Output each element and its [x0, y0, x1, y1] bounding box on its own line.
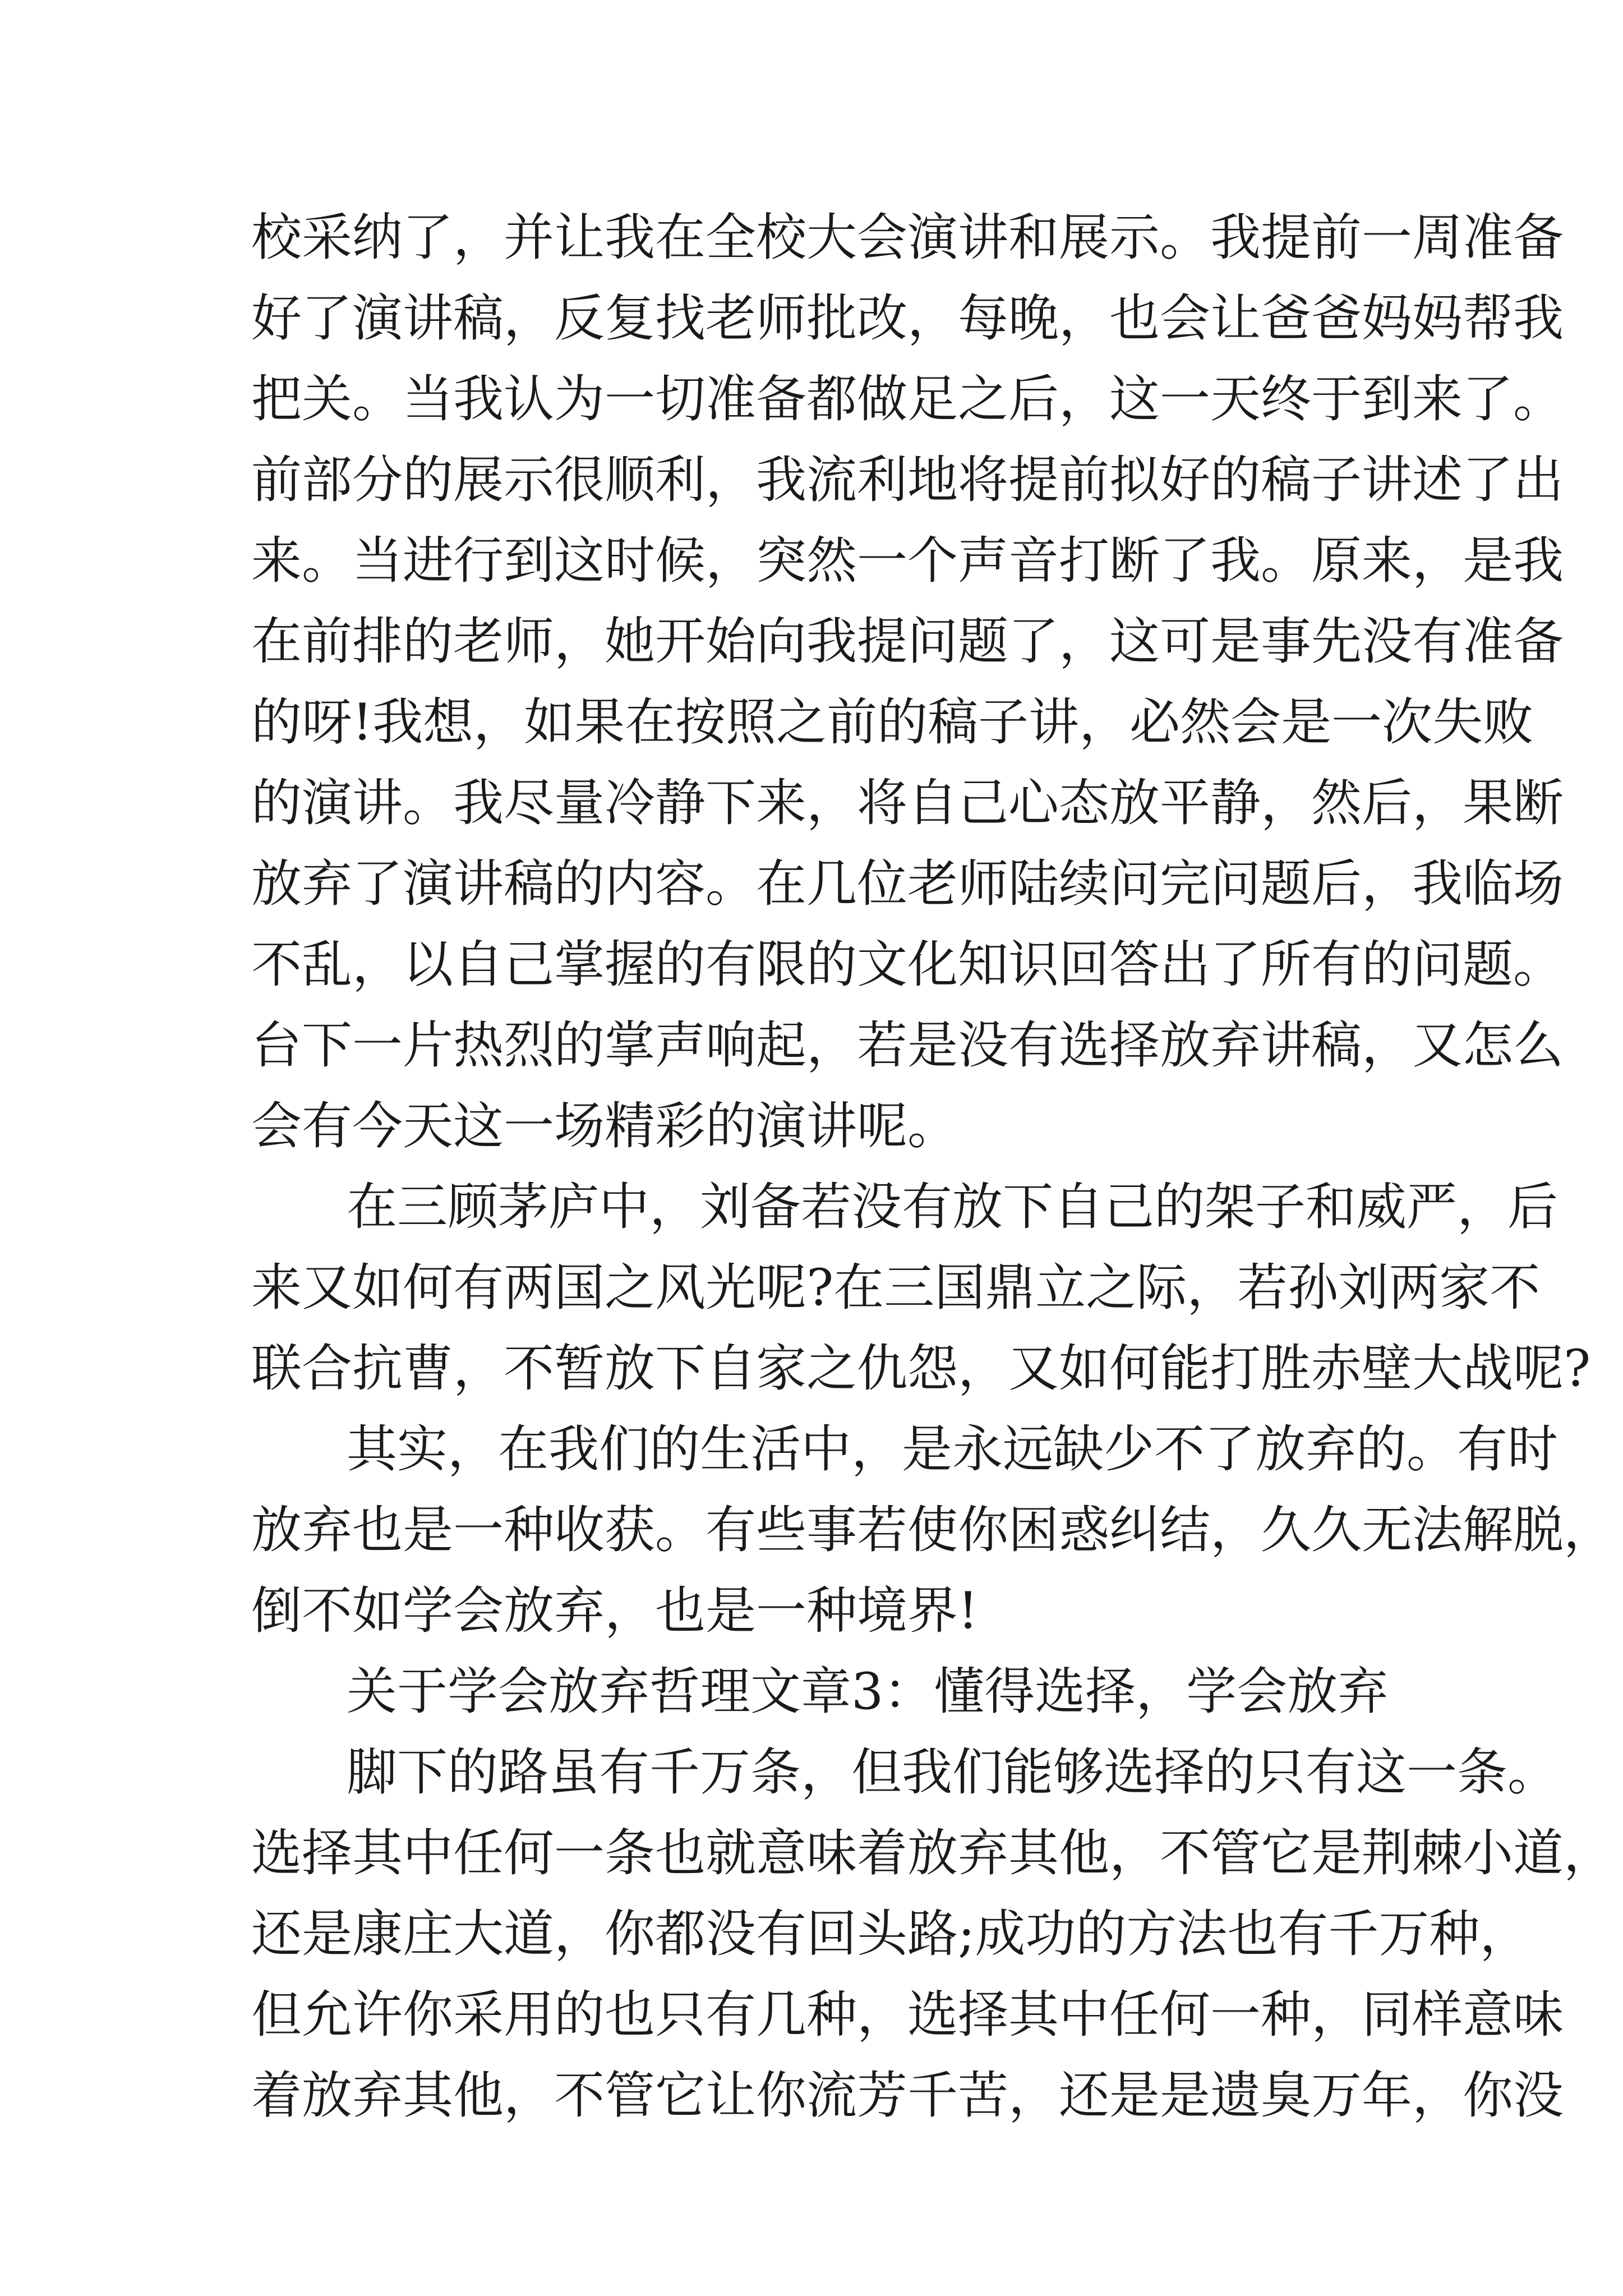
text-line: 的演讲。我尽量冷静下来，将自己心态放平静，然后，果断 [251, 774, 1564, 832]
text-line: 联合抗曹，不暂放下自家之仇怨，又如何能打胜赤壁大战呢? [251, 1339, 1591, 1398]
text-line: 在前排的老师，她开始向我提问题了，这可是事先没有准备 [251, 612, 1564, 671]
text-line: 校采纳了，并让我在全校大会演讲和展示。我提前一周准备 [251, 208, 1564, 267]
text-line: 来。当进行到这时候，突然一个声音打断了我。原来，是我 [251, 531, 1564, 590]
paragraph-first-line: 脚下的路虽有千万条，但我们能够选择的只有这一条。 [347, 1743, 1558, 1802]
text-line: 但允许你采用的也只有几种，选择其中任何一种，同样意味 [251, 1985, 1564, 2044]
text-line: 放弃也是一种收获。有些事若使你困惑纠结，久久无法解脱， [251, 1501, 1614, 1559]
text-line: 把关。当我认为一切准备都做足之后，这一天终于到来了。 [251, 370, 1564, 429]
paragraph-first-line: 在三顾茅庐中，刘备若没有放下自己的架子和威严，后 [347, 1177, 1558, 1236]
text-line: 台下一片热烈的掌声响起，若是没有选择放弃讲稿，又怎么 [251, 1016, 1564, 1075]
text-line: 放弃了演讲稿的内容。在几位老师陆续问完问题后，我临场 [251, 854, 1564, 913]
section-heading: 关于学会放弃哲理文章3：懂得选择，学会放弃 [347, 1662, 1389, 1721]
body-text [251, 197, 1614, 2136]
text-line: 还是康庄大道，你都没有回头路;成功的方法也有千万种， [251, 1904, 1530, 1963]
text-line: 好了演讲稿，反复找老师批改，每晚，也会让爸爸妈妈帮我 [251, 289, 1564, 348]
paragraph-first-line: 其实，在我们的生活中，是永远缺少不了放弃的。有时 [347, 1420, 1558, 1479]
text-line: 前部分的展示很顺利，我流利地将提前拟好的稿子讲述了出 [251, 450, 1564, 509]
text-line: 的呀!我想，如果在按照之前的稿子讲，必然会是一次失败 [251, 693, 1534, 752]
text-line: 不乱，以自己掌握的有限的文化知识回答出了所有的问题。 [251, 935, 1564, 994]
text-line: 倒不如学会放弃，也是一种境界! [251, 1581, 979, 1640]
text-line: 来又如何有两国之风光呢?在三国鼎立之际，若孙刘两家不 [251, 1258, 1541, 1317]
text-line: 选择其中任何一条也就意味着放弃其他，不管它是荆棘小道， [251, 1824, 1614, 1883]
text-line: 会有今天这一场精彩的演讲呢。 [251, 1097, 958, 1156]
text-line: 着放弃其他，不管它让你流芳千苦，还是是遗臭万年，你没 [251, 2066, 1564, 2125]
